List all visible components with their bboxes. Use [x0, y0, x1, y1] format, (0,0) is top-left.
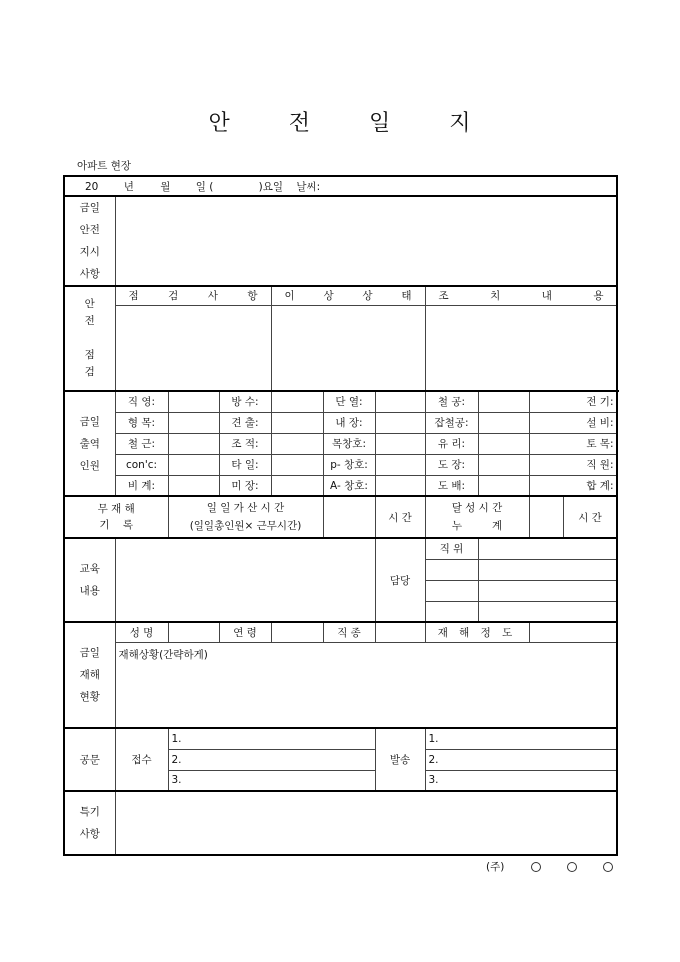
manager-cell[interactable]	[425, 601, 478, 622]
manager-value[interactable]	[478, 580, 617, 601]
receive-item[interactable]: 1.	[168, 728, 375, 749]
action-content-header: 조 치 내 용	[425, 286, 617, 305]
manager-value[interactable]	[478, 559, 617, 580]
situation-label: 재해상황(간략하게)	[118, 648, 208, 661]
attendance-row	[64, 454, 617, 475]
send-item[interactable]: 2.	[425, 749, 617, 770]
attendance-value[interactable]	[168, 412, 219, 433]
job-label: 직 종	[323, 622, 375, 642]
degree-label: 재 해 정 도	[425, 622, 529, 642]
attendance-key: 잡철공:	[425, 412, 478, 433]
inspection-items-field[interactable]	[115, 305, 271, 391]
attendance-key: 단 열:	[323, 391, 375, 412]
attendance-value[interactable]	[168, 475, 219, 496]
day-label: 일 (	[195, 180, 214, 193]
attendance-value[interactable]	[271, 391, 323, 412]
attendance-key: 직 원:	[529, 454, 617, 475]
education-row	[64, 538, 617, 559]
attendance-key: 내 장:	[323, 412, 375, 433]
attendance-value[interactable]	[478, 433, 529, 454]
attendance-key: 합 계:	[529, 475, 617, 496]
circle-icon	[531, 862, 541, 872]
inspection-label: 안 전 점 검	[64, 286, 115, 391]
instructions-row	[64, 196, 617, 286]
remarks-label: 특기 사항	[64, 791, 115, 855]
age-value[interactable]	[271, 622, 323, 642]
remarks-field[interactable]	[115, 791, 617, 855]
attendance-value[interactable]	[478, 391, 529, 412]
education-field[interactable]	[115, 538, 375, 622]
attendance-key: 방 수:	[219, 391, 271, 412]
manager-cell[interactable]	[425, 580, 478, 601]
attendance-value[interactable]	[375, 391, 425, 412]
year-label: 년	[123, 180, 134, 193]
attendance-key: 토 목:	[529, 433, 617, 454]
manager-label: 담당	[375, 538, 425, 622]
attendance-key: 전 기:	[529, 391, 617, 412]
attendance-value[interactable]	[168, 454, 219, 475]
instructions-label: 금일 안전 지시 사항	[64, 196, 115, 286]
attendance-key: 설 비:	[529, 412, 617, 433]
accident-free-row	[64, 496, 617, 538]
hours-unit: 시 간	[375, 496, 425, 538]
inspection-body-row	[64, 305, 617, 391]
safety-log-form	[63, 175, 618, 856]
date-field[interactable]	[64, 176, 617, 196]
attendance-value[interactable]	[271, 454, 323, 475]
page-title: 안 전 일 지	[208, 111, 472, 136]
attendance-key: 형 목:	[115, 412, 168, 433]
company-label: (주)	[486, 861, 505, 873]
instructions-field[interactable]	[115, 196, 617, 286]
attendance-key: p- 창호:	[323, 454, 375, 475]
daily-hours-label: 일 일 가 산 시 간 (일일총인원× 근무시간)	[168, 496, 323, 538]
achieved-hours-label: 달 성 시 간 누 계	[425, 496, 529, 538]
attendance-key: 조 적:	[219, 433, 271, 454]
send-item[interactable]: 3.	[425, 770, 617, 791]
attendance-value[interactable]	[168, 433, 219, 454]
accident-free-label: 무 재 해 기 록	[64, 496, 168, 538]
circle-icon	[603, 862, 613, 872]
site-label: 아파트 현장	[77, 160, 132, 172]
weather-label: 날씨:	[296, 180, 321, 193]
weekday-label: )요일	[258, 180, 284, 193]
attendance-key: 미 장:	[219, 475, 271, 496]
attendance-row	[64, 433, 617, 454]
attendance-value[interactable]	[271, 412, 323, 433]
accident-situation-row	[64, 642, 617, 728]
hours-unit-2: 시 간	[563, 496, 617, 538]
attendance-key: con'c:	[115, 454, 168, 475]
attendance-label: 금일 출역 인원	[64, 391, 115, 496]
achieved-hours-value[interactable]	[529, 496, 563, 538]
position-label: 직 위	[425, 538, 478, 559]
receive-label: 접수	[115, 728, 168, 791]
attendance-row	[64, 412, 617, 433]
attendance-value[interactable]	[375, 433, 425, 454]
situation-field[interactable]	[115, 642, 617, 728]
degree-value[interactable]	[529, 622, 617, 642]
circle-icon	[567, 862, 577, 872]
attendance-key: 비 계:	[115, 475, 168, 496]
attendance-key: A- 창호:	[323, 475, 375, 496]
receive-item[interactable]: 2.	[168, 749, 375, 770]
manager-cell[interactable]	[425, 559, 478, 580]
attendance-value[interactable]	[375, 475, 425, 496]
abnormal-status-field[interactable]	[271, 305, 425, 391]
inspection-items-header: 점 검 사 항	[115, 286, 271, 305]
accident-info-row	[64, 622, 617, 642]
send-item[interactable]: 1.	[425, 728, 617, 749]
attendance-value[interactable]	[478, 412, 529, 433]
year-prefix: 20	[85, 180, 99, 193]
action-content-field[interactable]	[425, 305, 617, 391]
daily-hours-value[interactable]	[323, 496, 375, 538]
position-value[interactable]	[478, 538, 617, 559]
job-value[interactable]	[375, 622, 425, 642]
attendance-value[interactable]	[478, 475, 529, 496]
attendance-value[interactable]	[375, 412, 425, 433]
official-row	[64, 728, 617, 749]
attendance-key: 타 일:	[219, 454, 271, 475]
attendance-key: 직 영:	[115, 391, 168, 412]
age-label: 연 령	[219, 622, 271, 642]
attendance-key: 철 근:	[115, 433, 168, 454]
company-signature	[486, 859, 613, 874]
attendance-value[interactable]	[271, 475, 323, 496]
attendance-key: 도 장:	[425, 454, 478, 475]
accident-label: 금일 재해 현황	[64, 622, 115, 728]
name-label: 성 명	[115, 622, 168, 642]
attendance-key: 도 배:	[425, 475, 478, 496]
attendance-key: 유 리:	[425, 433, 478, 454]
month-label: 월	[160, 180, 171, 193]
attendance-value[interactable]	[168, 391, 219, 412]
remarks-row	[64, 791, 617, 855]
attendance-key: 철 공:	[425, 391, 478, 412]
name-value[interactable]	[168, 622, 219, 642]
receive-item[interactable]: 3.	[168, 770, 375, 791]
date-row	[64, 176, 617, 196]
attendance-value[interactable]	[375, 454, 425, 475]
attendance-key: 목창호:	[323, 433, 375, 454]
abnormal-status-header: 이 상 상 태	[271, 286, 425, 305]
official-label: 공문	[64, 728, 115, 791]
inspection-header-row	[64, 286, 617, 305]
attendance-value[interactable]	[271, 433, 323, 454]
attendance-row	[64, 475, 617, 496]
attendance-row	[64, 391, 617, 412]
education-label: 교육 내용	[64, 538, 115, 622]
attendance-value[interactable]	[478, 454, 529, 475]
manager-value[interactable]	[478, 601, 617, 622]
attendance-key: 견 출:	[219, 412, 271, 433]
send-label: 발송	[375, 728, 425, 791]
